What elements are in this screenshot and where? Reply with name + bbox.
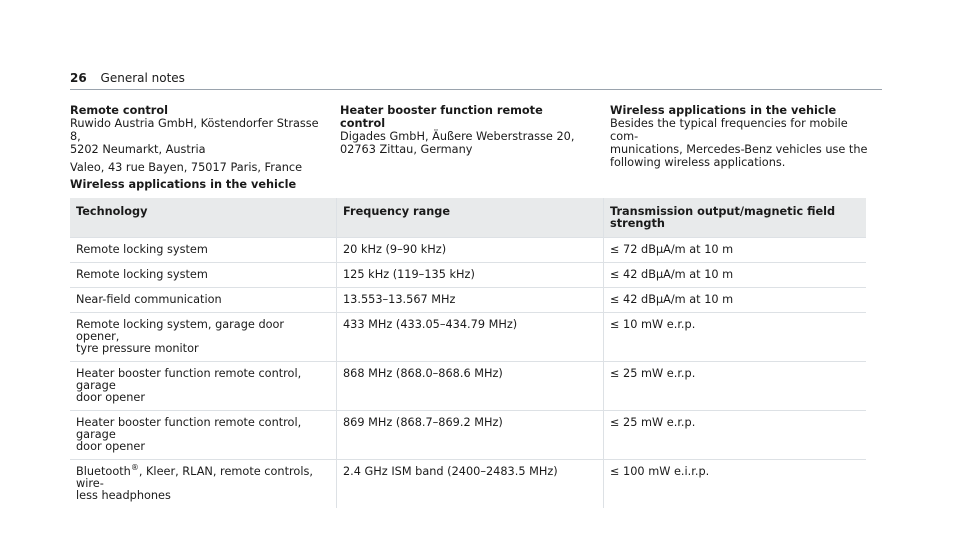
- output-cell: ≤ 25 mW e.r.p.: [604, 411, 867, 460]
- address-digades-line2: 02763 Zittau, Germany: [340, 143, 473, 156]
- remote-control-heading: Remote control: [70, 104, 168, 117]
- table-title: Wireless applications in the vehicle: [70, 178, 297, 191]
- technology-cell: Bluetooth®, Kleer, RLAN, remote controls, wire- less headphones: [70, 460, 337, 509]
- table-row: [70, 288, 866, 313]
- section-title: General notes: [100, 71, 185, 85]
- frequency-cell: 2.4 GHz ISM band (2400–2483.5 MHz): [337, 460, 604, 509]
- frequency-cell: 869 MHz (868.7–869.2 MHz): [337, 411, 604, 460]
- wireless-text-line2: munications, Mercedes-Benz vehicles use the: [610, 143, 868, 156]
- output-cell: ≤ 10 mW e.r.p.: [604, 313, 867, 362]
- table-row: [70, 238, 866, 263]
- output-cell: ≤ 100 mW e.i.r.p.: [604, 460, 867, 509]
- registered-mark: ®: [130, 463, 139, 473]
- heater-booster-heading: Heater booster function remote control: [340, 104, 543, 130]
- wireless-applications-info: [610, 104, 870, 169]
- table-row: [70, 362, 866, 411]
- header-divider: [70, 89, 882, 90]
- wireless-text-line1: Besides the typical frequencies for mobile com-: [610, 117, 848, 143]
- technology-cell: Remote locking system, garage door opener, tyre pressure monitor: [70, 313, 337, 362]
- remote-control-info: [70, 104, 320, 179]
- frequency-cell: 20 kHz (9–90 kHz): [337, 238, 604, 263]
- output-cell: ≤ 25 mW e.r.p.: [604, 362, 867, 411]
- frequency-cell: 868 MHz (868.0–868.6 MHz): [337, 362, 604, 411]
- heater-booster-info: [340, 104, 590, 156]
- table-row: [70, 411, 866, 460]
- output-cell: ≤ 72 dBµA/m at 10 m: [604, 238, 867, 263]
- technology-cell: Remote locking system: [70, 263, 337, 288]
- frequency-cell: 433 MHz (433.05–434.79 MHz): [337, 313, 604, 362]
- page-number: 26: [70, 71, 87, 85]
- wireless-text-line3: following wireless applications.: [610, 156, 786, 169]
- technology-cell: Remote locking system: [70, 238, 337, 263]
- header-frequency-range: Frequency range: [337, 198, 604, 238]
- frequency-cell: 125 kHz (119–135 kHz): [337, 263, 604, 288]
- table-row: [70, 460, 866, 509]
- table-row: [70, 313, 866, 362]
- table-header-row: [70, 198, 866, 238]
- output-cell: ≤ 42 dBµA/m at 10 m: [604, 263, 867, 288]
- technology-cell: Heater booster function remote control, garage door opener: [70, 362, 337, 411]
- wireless-applications-table: [70, 198, 866, 508]
- frequency-cell: 13.553–13.567 MHz: [337, 288, 604, 313]
- table-row: [70, 263, 866, 288]
- technology-cell: Near-field communication: [70, 288, 337, 313]
- page-header: [70, 71, 185, 85]
- address-digades-line1: Digades GmbH, Äußere Weberstrasse 20,: [340, 130, 575, 143]
- wireless-applications-heading: Wireless applications in the vehicle: [610, 104, 837, 117]
- technology-cell: Heater booster function remote control, garage door opener: [70, 411, 337, 460]
- output-cell: ≤ 42 dBµA/m at 10 m: [604, 288, 867, 313]
- header-transmission-output: Transmission output/magnetic field strength: [604, 198, 867, 238]
- address-ruwido-line1: Ruwido Austria GmbH, Köstendorfer Strasse 8,: [70, 117, 319, 143]
- address-valeo: Valeo, 43 rue Bayen, 75017 Paris, France: [70, 161, 303, 174]
- address-ruwido-line2: 5202 Neumarkt, Austria: [70, 143, 206, 156]
- header-technology: Technology: [70, 198, 337, 238]
